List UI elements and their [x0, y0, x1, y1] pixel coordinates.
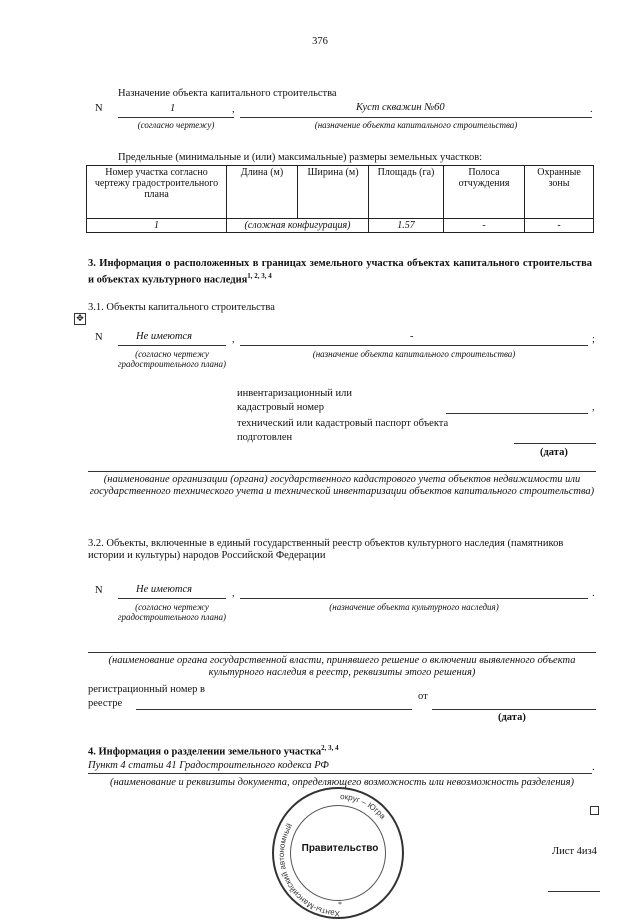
section32-date-label: (дата) — [498, 712, 526, 723]
section4-caption: (наименование и реквизиты документа, определяющего возможность или невозможность разделения) — [109, 777, 575, 788]
move-handle-icon[interactable]: ✥ — [74, 313, 86, 325]
section31-n-label: N — [95, 332, 103, 343]
table-header-row — [87, 166, 594, 219]
table-cell: 1 — [87, 219, 227, 233]
org-line — [88, 471, 596, 472]
comma: , — [232, 104, 235, 115]
stamp-star-icon: * — [338, 900, 342, 909]
section3-title-text: 3. Информация о расположенных в границах земельного участка объектах капитального строительства и объектах культурного наследия — [88, 258, 592, 286]
checkbox-square-icon — [590, 806, 599, 815]
table-row — [87, 219, 594, 233]
section32-number-line — [118, 598, 226, 599]
object-number-caption: (согласно чертежу) — [137, 120, 215, 130]
table-header-cell: Ширина (м) — [298, 166, 369, 219]
table-header-cell: Длина (м) — [227, 166, 298, 219]
section32-n-label: N — [95, 585, 103, 596]
inventory-line2: кадастровый номер — [237, 402, 324, 413]
section31-name-line — [240, 345, 588, 346]
authority-line — [88, 652, 596, 653]
object-name-caption: (назначение объекта капитального строительства) — [314, 120, 518, 130]
reg-line1: регистрационный номер в — [88, 684, 205, 695]
passport-line1: технический или кадастровый паспорт объекта — [237, 418, 449, 429]
comma: , — [592, 402, 595, 413]
object-name: Куст скважин №60 — [356, 102, 445, 113]
passport-line2: подготовлен — [237, 432, 293, 443]
reg-number-line — [136, 709, 412, 710]
table-cell: - — [525, 219, 594, 233]
section32-title: 3.2. Объекты, включенные в единый государственный реестр объектов культурного наследия (памятников истории и культуры) народов Российской Федерации — [88, 538, 564, 561]
stamp-ring-right: округ – Югра — [339, 791, 388, 821]
table-header-cell: Площадь (га) — [369, 166, 444, 219]
object-number-line — [118, 117, 234, 118]
sheet-bottom-line — [548, 891, 600, 892]
period: . — [592, 588, 595, 599]
period: . — [592, 762, 595, 773]
table-cell: - — [444, 219, 525, 233]
object-number: 1 — [170, 103, 176, 114]
official-stamp — [272, 787, 404, 919]
table-header-cell: Полоса отчуждения — [444, 166, 525, 219]
section32-name-line — [240, 598, 588, 599]
table-cell: (сложная конфигурация) — [227, 219, 369, 233]
section32-value: Не имеются — [136, 584, 193, 595]
comma: , — [232, 334, 235, 345]
svg-text:Ханты-Мансийский автономный — [277, 822, 340, 918]
section31-number-line — [118, 345, 226, 346]
section4-title-sup: 2, 3, 4 — [321, 744, 339, 752]
section3-title-sup: 1, 2, 3, 4 — [247, 272, 272, 280]
table-header-cell: Номер участка согласно чертежу градостроительного плана — [87, 166, 227, 219]
section31-date-label: (дата) — [540, 447, 568, 458]
section31-title: 3.1. Объекты капитального строительства — [88, 302, 275, 313]
from-label: от — [418, 691, 428, 702]
reg-line2: реестре — [88, 698, 123, 709]
comma: , — [232, 588, 235, 599]
section4-title — [88, 742, 339, 759]
section4-title-text: 4. Информация о разделении земельного участка — [88, 746, 322, 758]
section31-name-caption: (назначение объекта капитального строительства) — [312, 349, 516, 359]
stamp-word: Правительство — [301, 843, 379, 854]
section32-name-caption: (назначение объекта культурного наследия) — [329, 602, 499, 612]
svg-text:округ – Югра — [340, 792, 388, 821]
sheet-label: Лист 4из4 — [552, 846, 597, 857]
section3-title — [88, 258, 592, 287]
table-cell: 1.57 — [369, 219, 444, 233]
object-name-line — [240, 117, 592, 118]
period: . — [590, 104, 593, 115]
object-header: Назначение объекта капитального строительства — [118, 88, 337, 99]
inventory-line — [446, 413, 588, 414]
section31-dash: - — [410, 331, 414, 342]
stamp-ring-left: Ханты-Мансийский автономный — [276, 821, 341, 919]
authority-caption: (наименование органа государственной власти, принявшего решение о включении выявленного объекта культурного наследия в реестр, реквизиты этого решения) — [108, 655, 576, 678]
passport-date-line — [514, 443, 596, 444]
org-caption: (наименование организации (органа) государственного кадастрового учета объектов недвижимости или государственного технического учета и технической инвентаризации объектов капитального строительства) — [89, 474, 595, 497]
section32-number-caption: (согласно чертежу градостроительного плана) — [117, 602, 227, 622]
inventory-line1: инвентаризационный или — [237, 388, 352, 399]
page-number: 376 — [312, 36, 328, 47]
table-header-cell: Охранные зоны — [525, 166, 594, 219]
section4-line — [88, 773, 592, 774]
limits-title: Предельные (минимальные и (или) максимальные) размеры земельных участков: — [118, 152, 483, 163]
object-n-label: N — [95, 103, 103, 114]
parcel-table — [86, 165, 594, 233]
section31-number-caption: (согласно чертежу градостроительного плана) — [117, 349, 227, 369]
semicolon: ; — [592, 334, 595, 345]
section31-value: Не имеются — [136, 331, 193, 342]
reg-date-line — [432, 709, 596, 710]
section4-value: Пункт 4 статьи 41 Градостроительного кодекса РФ — [88, 760, 329, 771]
stamp-ring-text — [274, 789, 406, 921]
